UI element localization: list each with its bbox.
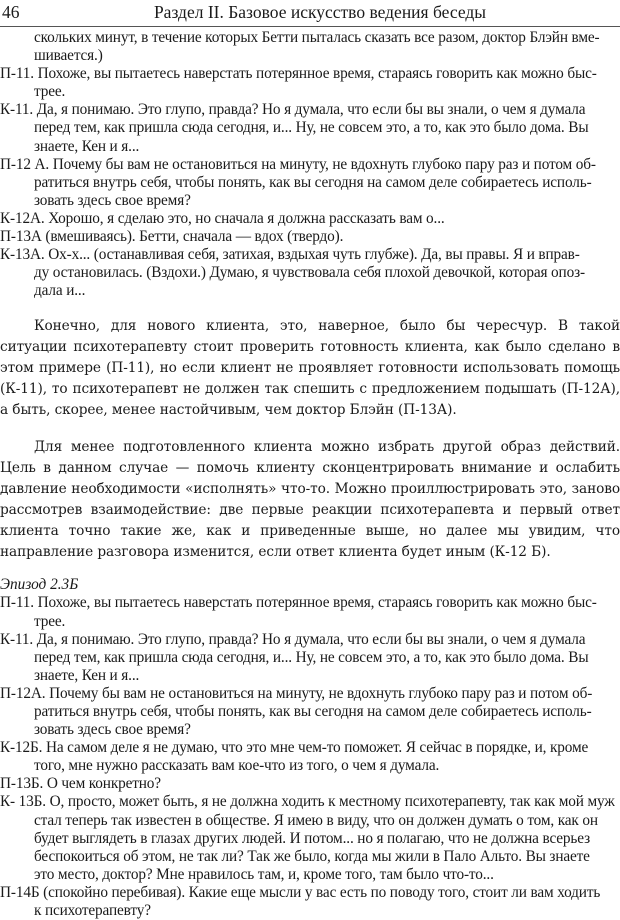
page-number: 46 (2, 2, 20, 22)
dialogue-line-k12a: К-12А. Хорошо, я сделаю это, но сначала я должна рассказать вам о... (0, 209, 445, 227)
dialogue-line-p14b: П-14Б (спокойно перебивая). Какие еще мысли у вас есть по поводу того, стоит ли вам ходить к психотерапевту? (0, 883, 601, 919)
running-header (0, 0, 620, 27)
dialogue-continuation: скольких минут, в течение которых Бетти пыталась сказать все разом, доктор Блэйн вме- шивается.) (34, 29, 600, 65)
dialogue-line-p11-b: П-11. Похоже, вы пытаетесь наверстать потерянное время, стараясь говорить как можно быс- трее. (0, 594, 597, 630)
page-body (0, 29, 620, 920)
paragraph-commentary-1: Конечно, для нового клиента, это, наверное, было бы чересчур. В такой ситуации психотерапевту стоит проверить готовность клиента, как было сделано в этом примере (П-11), но если клиент не проявляет готовности использовать помощь (К-11), то психотерапевт не должен так спешить с предложением подышать (П-12А), а быть, скорее, менее настойчивым, чем доктор Блэйн (П-13А). (0, 318, 620, 419)
dialogue-line-p11: П-11. Похоже, вы пытаетесь наверстать потерянное время, стараясь говорить как можно быс- трее. (0, 65, 597, 101)
dialogue-line-p13a: П-13А (вмешиваясь). Бетти, сначала — вдох (твердо). (0, 228, 344, 246)
dialogue-line-k12b: К-12Б. На самом деле я не думаю, что это мне чем-то поможет. Я сейчас в порядке, и, кроме того, мне нужно рассказать вам кое-что из того, о чем я думала. (0, 739, 589, 775)
dialogue-line-p12a-b: П-12А. Почему бы вам не остановиться на минуту, не вдохнуть глубоко пару раз и потом об- ратиться внутрь себя, чтобы понять, как вы сегодня на самом деле собираетесь исполь- зовать здесь свое время? (0, 684, 593, 739)
dialogue-line-k11-b: К-11. Да, я понимаю. Это глупо, правда? Но я думала, что если бы вы знали, о чем я думала перед тем, как пришла сюда сегодня, и... Ну, не совсем это, а то, как это было дома. Вы знаете, Кен и я... (0, 630, 589, 684)
section-title: Раздел II. Базовое искусство ведения беседы (153, 2, 487, 22)
dialogue-line-k13a: К-13А. Ох-х... (останавливая себя, затихая, вздыхая чуть глубже). Да, вы правы. Я и вправ- ду остановилась. (Вздохи.) Думаю, я чувствовала себя плохой девочкой, которая опоз- дала и... (0, 246, 585, 300)
episode-heading: Эпизод 2.3Б (0, 576, 79, 594)
dialogue-line-p13b: П-13Б. О чем конкретно? (0, 775, 161, 793)
paragraph-commentary-2: Для менее подготовленного клиента можно избрать другой образ действий. Цель в данном случае — помочь клиенту сконцентрировать внимание и ослабить давление необходимости «исполнять» что-то. Можно проиллюстрировать это, заново рассмотрев взаимодействие: две первые реакции психотерапевта и первый ответ клиента точно такие же, как и приведенные выше, но далее мы увидим, что направление разговора изменится, если ответ клиента будет иным (К-12 Б). (0, 439, 620, 561)
dialogue-line-p12a: П-12 А. Почему бы вам не остановиться на минуту, не вдохнуть глубоко пару раз и потом об- ратиться внутрь себя, чтобы понять, как вы сегодня на самом деле собираетесь исполь- зовать здесь свое время? (0, 155, 596, 209)
dialogue-line-k11: К-11. Да, я понимаю. Это глупо, правда? Но я думала, что если бы вы знали, о чем я думала перед тем, как пришла сюда сегодня, и... Ну, не совсем это, а то, как это было дома. Вы знаете, Кен и я... (0, 101, 589, 155)
dialogue-line-k13b: К- 13Б. О, просто, может быть, я не должна ходить к местному психотерапевту, так как мой муж стал теперь так известен в обществе. Я имею в виду, что он должен думать о том, как он будет выглядеть в глазах других людей. И потом... но я полагаю, что не должна всерьез беспокоиться об этом, не так ли? Так же было, когда мы жили в Пало Альто. Вы знаете это место, доктор? Мне нравилось там, и, кроме того, там было что-то... (0, 793, 615, 883)
